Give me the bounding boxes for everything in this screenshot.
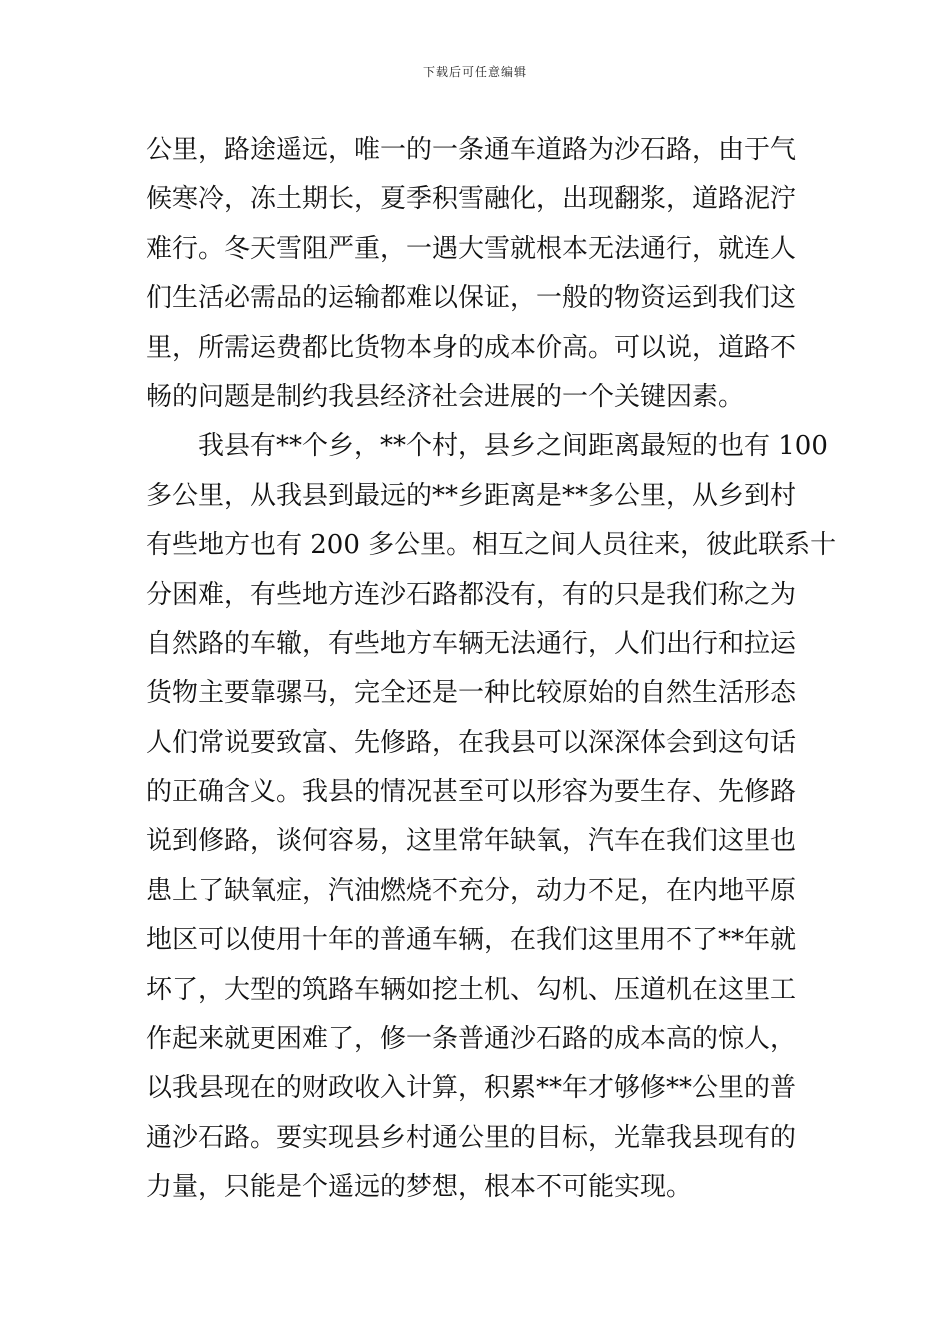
text-line: 分困难，有些地方连沙石路都没有，有的只是我们称之为: [146, 579, 797, 610]
text-line: 们生活必需品的运输都难以保证，一般的物资运到我们这: [146, 283, 797, 314]
text-line: 有些地方也有 200 多公里。相互之间人员往来，彼此联系十: [146, 530, 837, 561]
text-line: 多公里，从我县到最远的**乡距离是**多公里，从乡到村: [146, 480, 797, 511]
text-line: 患上了缺氧症，汽油燃烧不充分，动力不足，在内地平原: [146, 875, 797, 906]
text-line: 畅的问题是制约我县经济社会进展的一个关键因素。: [146, 381, 745, 412]
document-body: [146, 126, 837, 1213]
text-line: 坏了，大型的筑路车辆如挖土机、勾机、压道机在这里工: [146, 974, 797, 1005]
text-line: 候寒冷，冻土期长，夏季积雪融化，出现翻浆，道路泥泞: [146, 184, 797, 215]
text-line: 力量，只能是个遥远的梦想，根本不可能实现。: [146, 1172, 693, 1203]
text-line: 人们常说要致富、先修路，在我县可以深深体会到这句话: [146, 727, 797, 758]
text-line: 的正确含义。我县的情况甚至可以形容为要生存、先修路: [146, 777, 797, 808]
text-line: 通沙石路。要实现县乡村通公里的目标，光靠我县现有的: [146, 1122, 797, 1153]
text-line: 我县有**个乡，**个村，县乡之间距离最短的也有 100: [146, 431, 828, 462]
text-line: 作起来就更困难了，修一条普通沙石路的成本高的惊人，: [146, 1024, 797, 1055]
text-line: 难行。冬天雪阻严重，一遇大雪就根本无法通行，就连人: [146, 233, 797, 264]
text-line: 里，所需运费都比货物本身的成本价高。可以说，道路不: [146, 332, 797, 363]
text-line: 地区可以使用十年的普通车辆，在我们这里用不了**年就: [146, 925, 797, 956]
text-line: 以我县现在的财政收入计算，积累**年才够修**公里的普: [146, 1073, 797, 1104]
text-line: 公里，路途遥远，唯一的一条通车道路为沙石路，由于气: [146, 135, 797, 165]
text-line: 货物主要靠骡马，完全还是一种比较原始的自然生活形态: [146, 678, 797, 709]
text-line: 说到修路，谈何容易，这里常年缺氧，汽车在我们这里也: [146, 826, 797, 857]
page-header: 下载后可任意编辑: [422, 65, 527, 79]
text-line: 自然路的车辙，有些地方车辆无法通行，人们出行和拉运: [146, 628, 797, 659]
